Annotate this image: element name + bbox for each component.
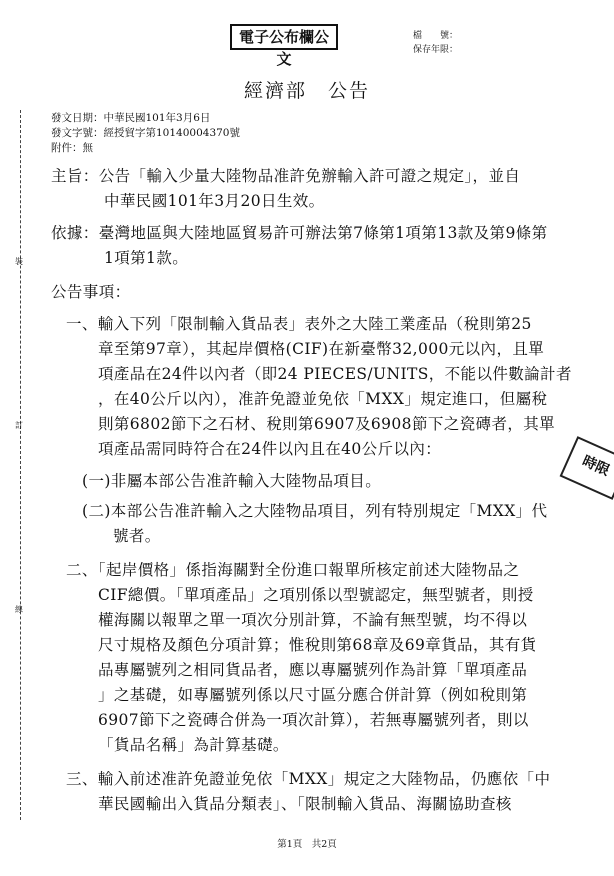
timestamp-stamp: 時限 (560, 436, 614, 500)
paragraph-line: CIF總價。「單項產品」之項別係以型號認定，無型號者，則授 (98, 586, 534, 604)
paragraph-line: 二、「起岸價格」係指海關對全份進口報單所核定前述大陸物品之 (66, 561, 520, 579)
document-title: 經濟部 公告 (243, 80, 370, 102)
paragraph-line: 尺寸規格及顏色分項計算；惟稅則第68章及69章貨品，其有貨 (98, 636, 537, 654)
paragraph-line: 品專屬號列之相同貨品者，應以專屬號列作為計算「單項產品 (98, 661, 528, 679)
paragraph-line: 華民國輸出入貨品分類表」、「限制輸入貨品、海關協助查核 (98, 795, 512, 813)
file-number-label: 檔 號： (413, 31, 459, 41)
subject-line: 主旨：公告「輸入少量大陸物品准許免辦輸入許可證之規定」，並自 (51, 167, 521, 185)
page-number: 第1頁 共2頁 (277, 839, 337, 850)
binding-mark: 訂 (15, 421, 23, 430)
paragraph-line: 6907節下之瓷磚合併為一項次計算），若無專屬號列者，則以 (98, 711, 529, 729)
basis-line: 依據：臺灣地區與大陸地區貿易許可辦法第7條第1項第13款及第9條第 (51, 224, 548, 242)
document-number: 發文字號：經授貿字第10140004370號 (51, 127, 240, 139)
sub-item-line: (一)非屬本部公告准許輸入大陸物品項目。 (82, 472, 382, 490)
subject-line: 中華民國101年3月20日生效。 (104, 192, 325, 210)
paragraph-line: 三、輸入前述准許免證並免依「MXX」規定之大陸物品，仍應依「中 (66, 770, 551, 788)
paragraph-line: 一、輸入下列「限制輸入貨品表」表外之大陸工業產品（稅則第25 (66, 315, 532, 333)
paragraph-line: 則第6802節下之石材、稅則第6907及6908節下之瓷磚者，其單 (98, 415, 556, 433)
attachment-note: 附件：無 (51, 142, 93, 154)
binding-margin-line (20, 110, 21, 820)
paragraph-line: 項產品在24件以內者（即24 PIECES/UNITS，不能以件數論計者 (98, 365, 572, 383)
binding-mark: 線 (15, 605, 23, 614)
paragraph-line: 章至第97章），其起岸價格(CIF)在新臺幣32,000元以內，且單 (98, 340, 545, 358)
sub-item-line: (二)本部公告准許輸入之大陸物品項目，列有特別規定「MXX」代 (82, 502, 548, 520)
bulletin-label: 電子公布欄公文 (230, 24, 338, 50)
paragraph-line: 權海關以報單之單一項次分別計算，不論有無型號，均不得以 (98, 611, 528, 629)
basis-line: 1項第1款。 (104, 249, 189, 267)
paragraph-line: 」之基礎，如專屬號列係以尺寸區分應合併計算（例如稅則第 (98, 686, 528, 704)
paragraph-line: 「貨品名稱」為計算基礎。 (98, 736, 289, 754)
paragraph-line: ，在40公斤以內），准許免證並免依「MXX」規定進口，但屬稅 (98, 390, 548, 408)
paragraph-line: 項產品需同時符合在24件以內且在40公斤以內： (98, 440, 442, 458)
notice-heading: 公告事項： (51, 283, 131, 301)
retention-period-label: 保存年限： (413, 45, 459, 55)
issue-date: 發文日期：中華民國101年3月6日 (51, 112, 211, 124)
sub-item-line: 號者。 (113, 527, 161, 545)
binding-mark: 裝 (15, 257, 23, 266)
